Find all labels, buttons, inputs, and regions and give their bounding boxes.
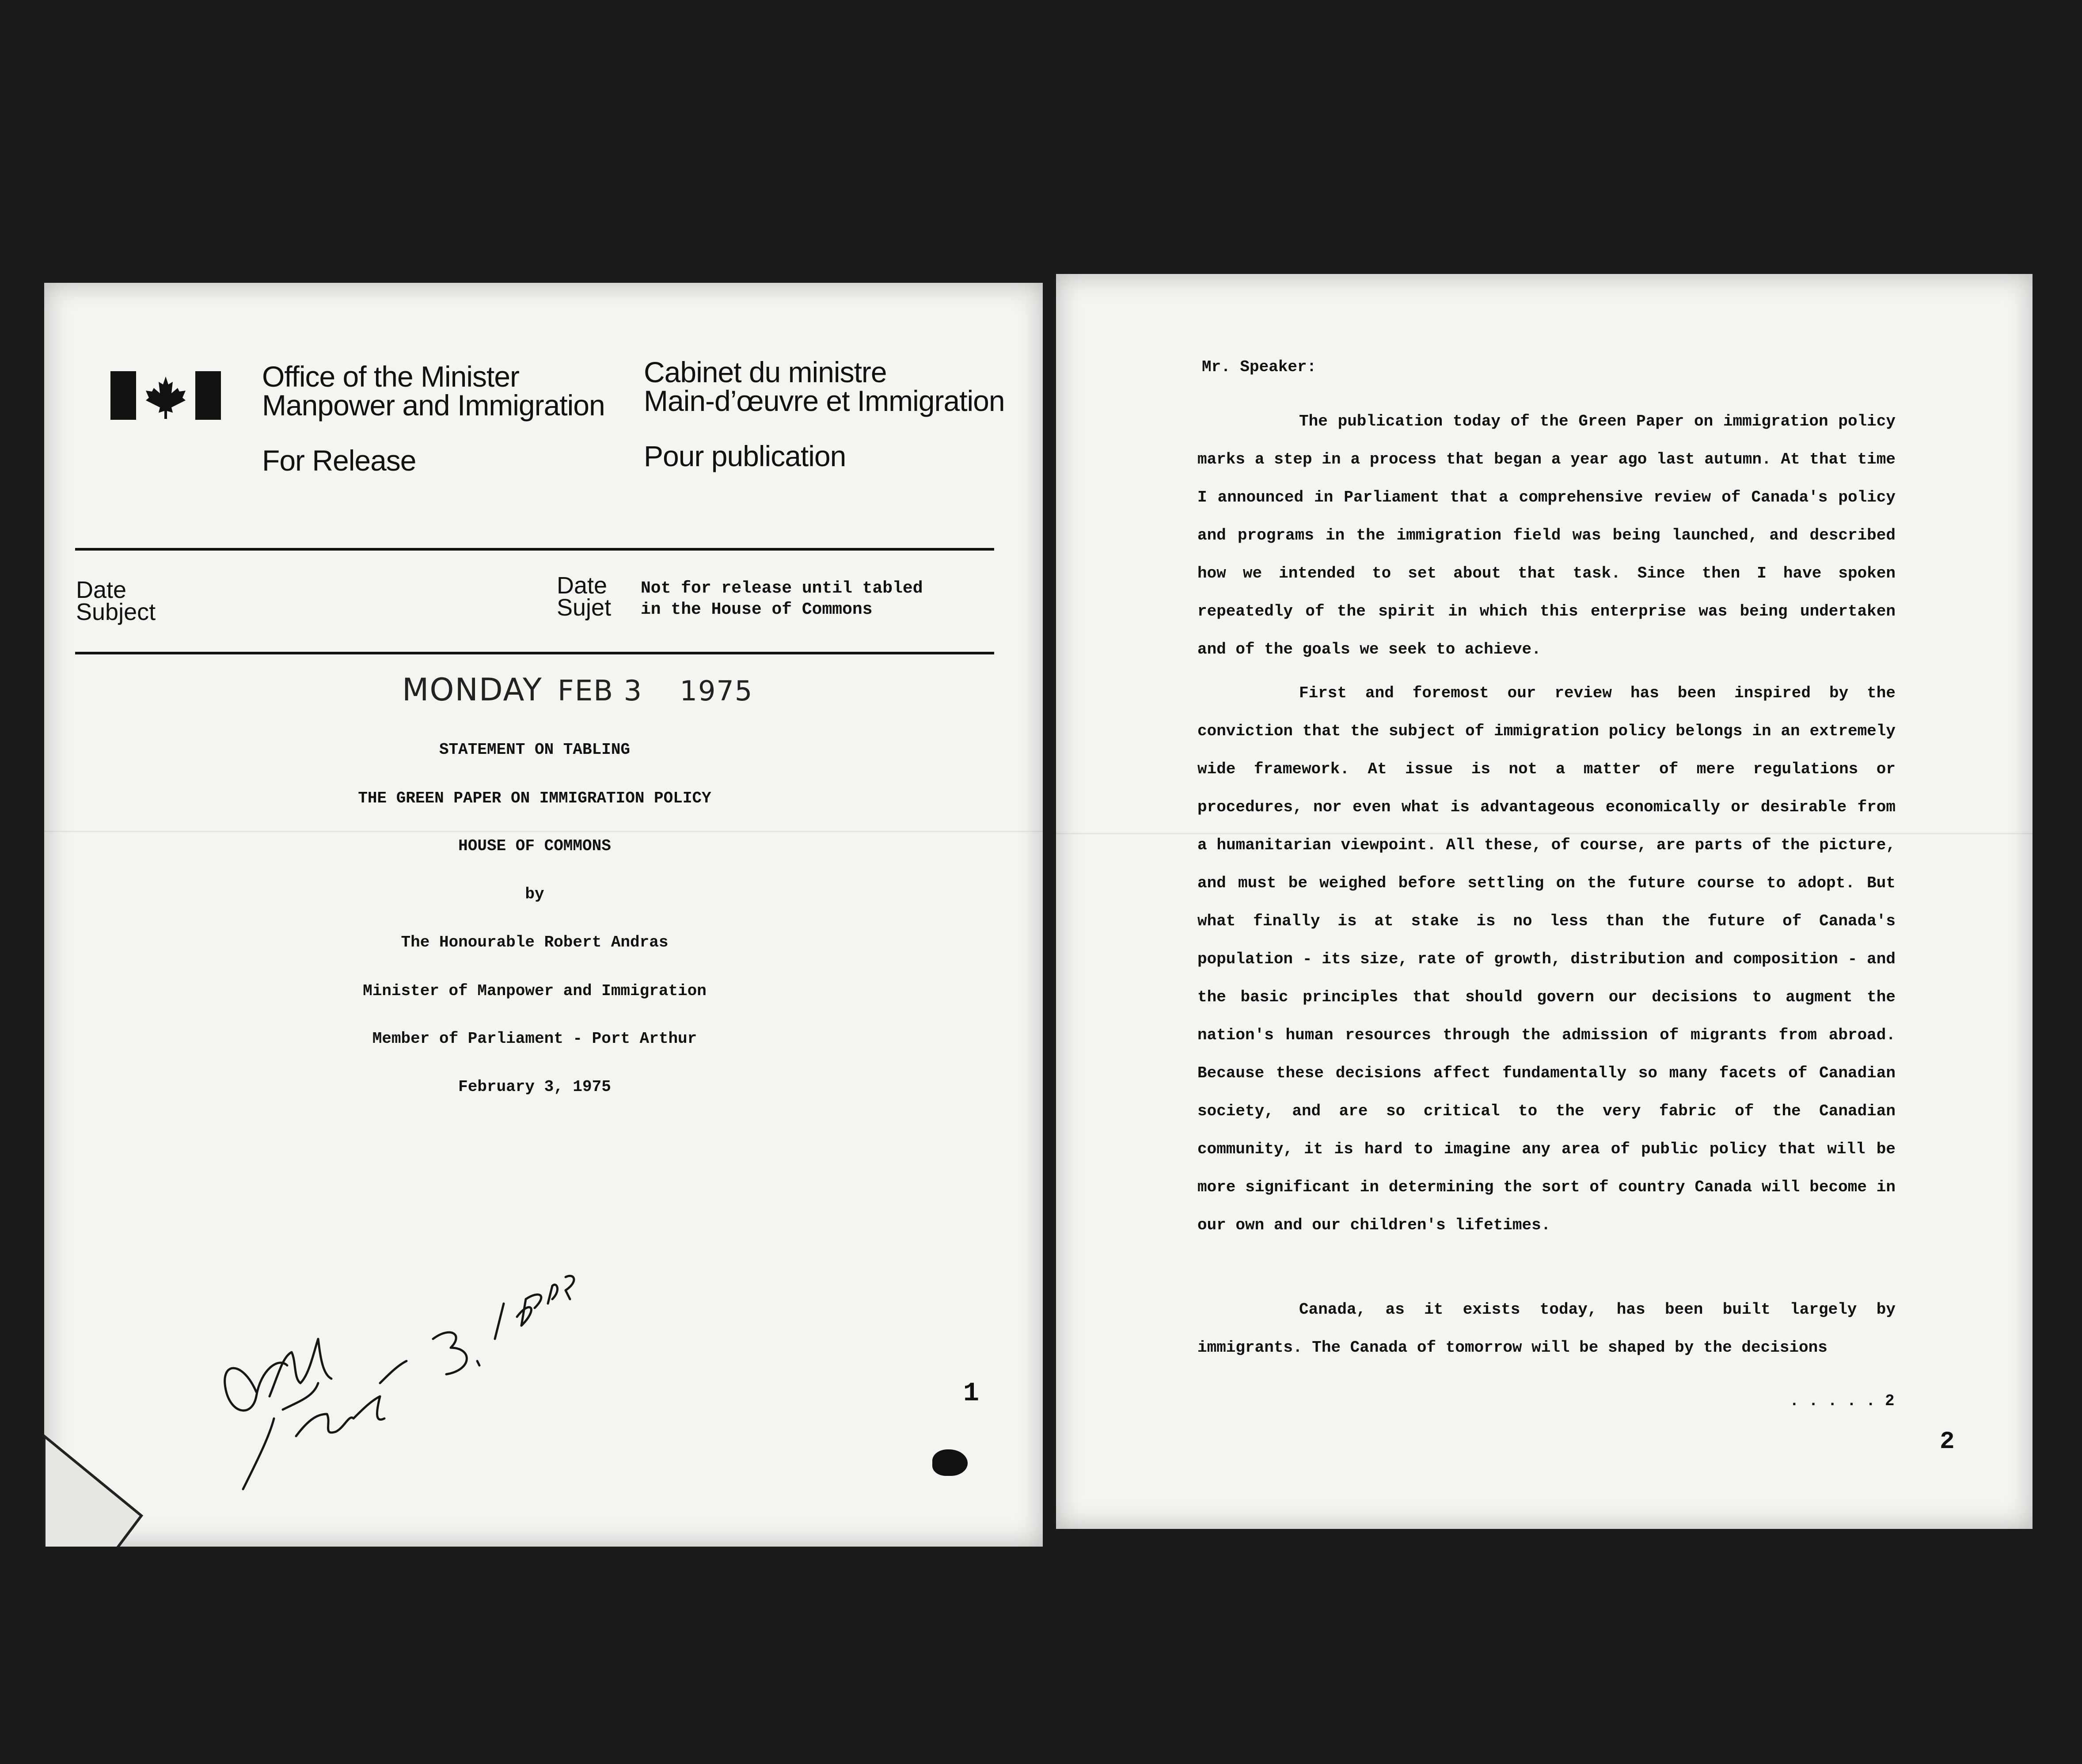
subject-label: Subject	[76, 599, 156, 625]
header-rule-top	[75, 548, 994, 551]
title-line-3: HOUSE OF COMMONS	[458, 837, 611, 855]
title-line-6: Minister of Manpower and Immigration	[363, 982, 707, 1000]
date-label: Date	[76, 577, 127, 603]
date-stamp	[402, 672, 753, 708]
date-stamp-day: MONDAY	[402, 672, 543, 708]
folded-corner	[44, 1321, 159, 1547]
paragraph-1: The publication today of the Green Paper on immigration policy marks a step in a process that began a year ago last autumn. At that time I announced in Parliament that a comprehensive review of Canada's policy and programs in the immigration field was being launched, and described how we intended to set about that task. Since then I have spoken repeatedly of the spirit in which this enterprise was being undertaken and of the goals we seek to achieve.	[1197, 412, 1896, 658]
subject-label-fr: Sujet	[557, 594, 612, 621]
release-notice-line1: Not for release until tabled	[641, 579, 923, 598]
page-number-right: 2	[1940, 1427, 1955, 1456]
continuation-marker: . . . . . 2	[1789, 1392, 1895, 1410]
ink-blot	[932, 1449, 968, 1476]
right-page	[1056, 274, 2033, 1529]
title-line-1: STATEMENT ON TABLING	[439, 741, 631, 759]
paragraph-2: First and foremost our review has been inspired by the conviction that the subject of immigration policy belongs in an extremely wide framework. At issue is not a matter of mere regulations or procedures, nor even what is advantageous economically or desirable from a humanitarian viewpoint. All these, of course, are parts of the picture, and must be weighed before settling on the future course to adopt. But what finally is at stake is no less than the future of Canada's population - its size, rate of growth, distribution and composition - and the basic principles that should govern our decisions to augment the nation's human resources through the admission of migrants from abroad. Because these decisions affect fundamentally so many facets of Canadian society, and are so critical to the very fabric of the Canadian community, it is hard to imagine any area of public policy that will be more significant in determining the sort of country Canada will become in our own and our children's lifetimes.	[1197, 684, 1896, 1234]
paragraph-3: Canada, as it exists today, has been built largely by immigrants. The Canada of tomorrow will be shaped by the decisions	[1197, 1300, 1896, 1357]
handwritten-signature	[168, 1251, 610, 1498]
header-rule-bottom	[75, 652, 994, 654]
date-label-fr: Date	[557, 572, 608, 599]
title-line-5: The Honourable Robert Andras	[401, 933, 669, 951]
title-line-8: February 3, 1975	[458, 1078, 611, 1096]
date-stamp-year: 1975	[680, 675, 753, 707]
page-number-left: 1	[963, 1379, 980, 1409]
letterhead-en-release: For Release	[262, 444, 416, 477]
release-notice-line2: in the House of Commons	[641, 600, 873, 619]
salutation: Mr. Speaker:	[1202, 358, 1317, 376]
title-line-7: Member of Parliament - Port Arthur	[372, 1030, 697, 1048]
letterhead-fr-line2: Main-d’œuvre et Immigration	[644, 384, 1005, 417]
left-page	[44, 283, 1043, 1547]
letterhead-fr-line1: Cabinet du ministre	[644, 356, 887, 388]
letterhead-fr-release: Pour publication	[644, 440, 846, 472]
canada-flag-icon	[110, 371, 221, 420]
title-line-2: THE GREEN PAPER ON IMMIGRATION POLICY	[358, 789, 711, 807]
title-line-4: by	[525, 885, 544, 903]
letterhead-en-line1: Office of the Minister	[262, 360, 520, 393]
date-stamp-month-day: FEB 3	[558, 675, 643, 707]
fold-line	[44, 831, 1043, 832]
letterhead-en-line2: Manpower and Immigration	[262, 389, 605, 422]
